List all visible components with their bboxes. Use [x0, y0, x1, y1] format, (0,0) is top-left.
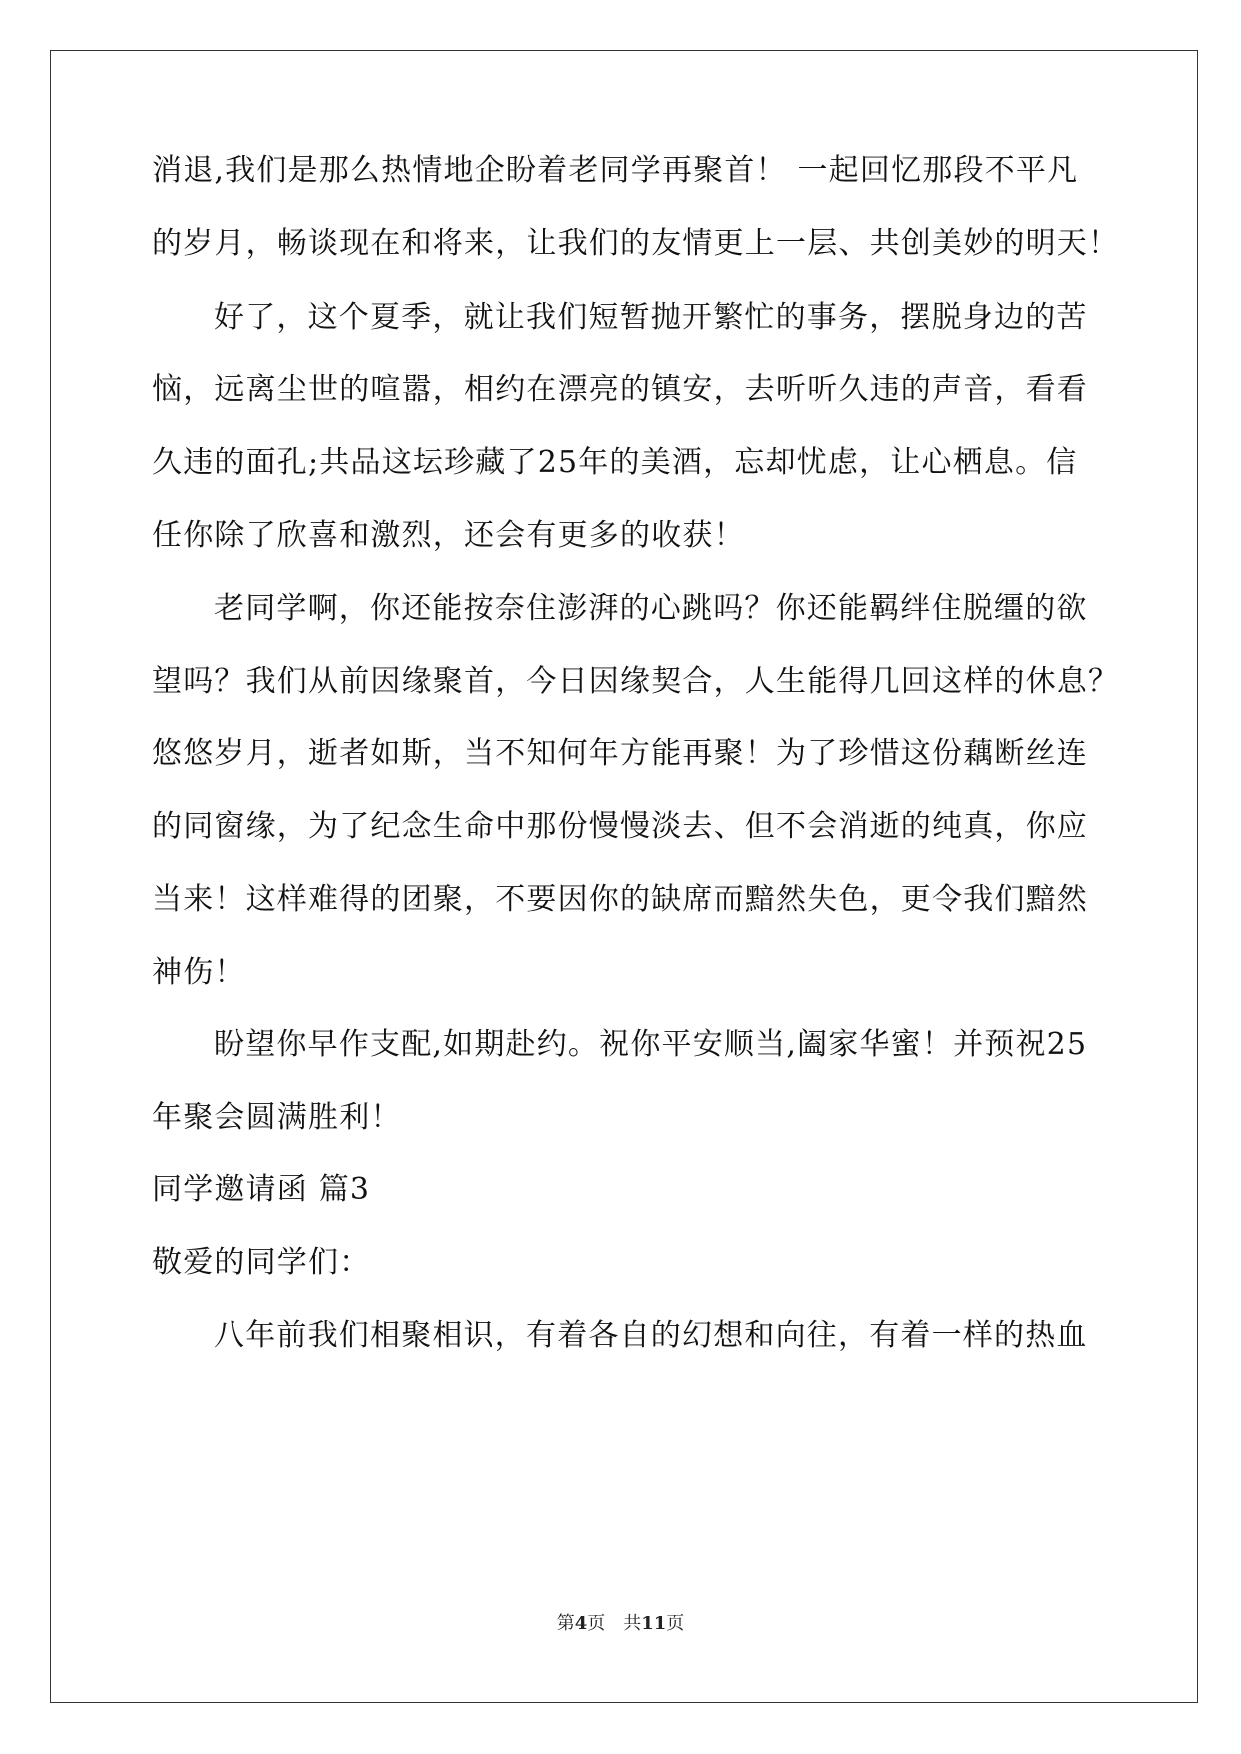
paragraph-line: 悠悠岁月，逝者如斯，当不知何年方能再聚！为了珍惜这份藕断丝连 — [152, 736, 1088, 771]
paragraph-line: 恼，远离尘世的喧嚣，相约在漂亮的镇安，去听听久违的声音，看看 — [152, 372, 1088, 407]
footer-suffix: 页 — [666, 1613, 685, 1634]
paragraph-line: 的同窗缘，为了纪念生命中那份慢慢淡去、但不会消逝的纯真，你应 — [152, 809, 1088, 844]
total-page-number: 11 — [641, 1613, 667, 1634]
page-footer — [0, 1612, 1241, 1636]
paragraph-line: 的岁月，畅谈现在和将来，让我们的友情更上一层、共创美妙的明天！ — [152, 226, 1120, 261]
paragraph-line: 八年前我们相聚相识，有着各自的幻想和向往，有着一样的热血 — [214, 1318, 1088, 1353]
paragraph-line: 老同学啊，你还能按奈住澎湃的心跳吗？你还能羁绊住脱缰的欲 — [214, 591, 1088, 626]
paragraph-line: 好了，这个夏季，就让我们短暂抛开繁忙的事务，摆脱身边的苦 — [214, 300, 1088, 335]
paragraph-line: 当来！这样难得的团聚，不要因你的缺席而黯然失色，更令我们黯然 — [152, 882, 1088, 917]
paragraph-line: 望吗？我们从前因缘聚首，今日因缘契合，人生能得几回这样的休息？ — [152, 664, 1120, 699]
paragraph-line: 消退,我们是那么热情地企盼着老同学再聚首！ 一起回忆那段不平凡 — [152, 153, 1079, 188]
footer-prefix: 第 — [556, 1613, 575, 1634]
paragraph-line: 盼望你早作支配,如期赴约。祝你平安顺当,阖家华蜜！并预祝25 — [214, 1027, 1088, 1062]
paragraph-line: 年聚会圆满胜利！ — [152, 1100, 402, 1135]
paragraph-line: 神伤！ — [152, 955, 246, 990]
paragraph-line: 久违的面孔;共品这坛珍藏了25年的美酒，忘却忧虑，让心栖息。信 — [152, 445, 1078, 480]
paragraph-line: 任你除了欣喜和激烈，还会有更多的收获！ — [152, 518, 745, 553]
salutation: 敬爱的同学们： — [152, 1245, 371, 1280]
current-page-number: 4 — [574, 1613, 588, 1634]
section-heading: 同学邀请函 篇3 — [152, 1172, 371, 1207]
footer-mid: 页 共 — [587, 1613, 642, 1634]
